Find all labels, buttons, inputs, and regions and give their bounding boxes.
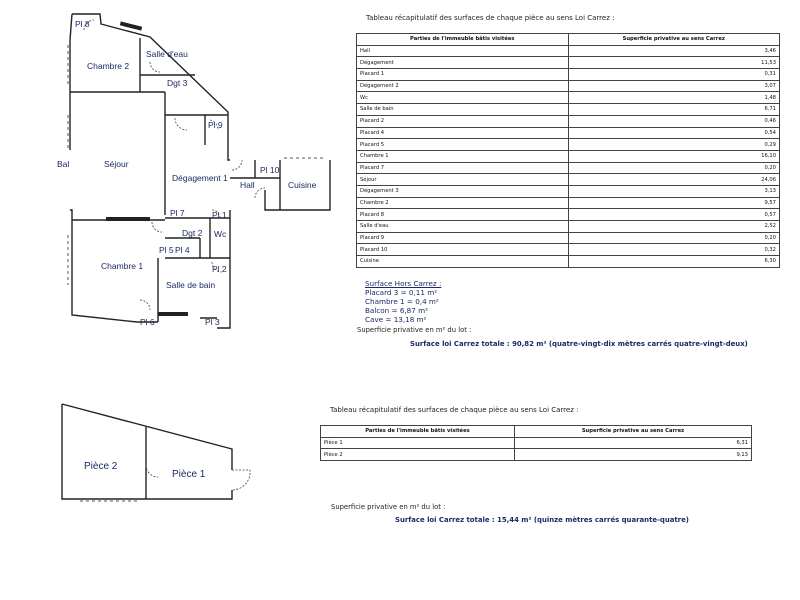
table-row (357, 69, 780, 81)
table-cell-part: Salle de bain (357, 104, 569, 116)
room-label-salle-eau: Salle d'eau (146, 49, 188, 59)
table-cell-surface: 24,06 (568, 174, 780, 186)
room-label-wc: Wc (214, 229, 227, 239)
table-cell-surface: 0,46 (568, 115, 780, 127)
room-label-piece2: Pièce 2 (84, 461, 118, 472)
table2-body (321, 437, 752, 460)
room-label-pl7: Pl 7 (170, 208, 185, 218)
table-cell-part: Cuisine (357, 256, 569, 268)
room-label-chambre2: Chambre 2 (87, 61, 130, 71)
table-cell-part: Placard 8 (357, 209, 569, 221)
table-row (357, 80, 780, 92)
room-label-pl5: Pl 5 (159, 245, 174, 255)
table-cell-part: Placard 2 (357, 115, 569, 127)
table-cell-surface: 0,57 (568, 209, 780, 221)
carrez-table-lot2 (320, 425, 752, 461)
table1-header-surface: Superficie privative au sens Carrez (568, 34, 780, 46)
table-row (357, 127, 780, 139)
table-cell-part: Hall (357, 45, 569, 57)
lot1-superficie-label: Superficie privative en m² du lot : (357, 326, 472, 334)
room-label-pl8: Pl 8 (75, 19, 90, 29)
room-label-pl3: Pl 3 (205, 317, 220, 327)
room-label-pl6: Pl 6 (140, 317, 155, 327)
table2-caption: Tableau récapitulatif des surfaces de chaque pièce au sens Loi Carrez : (330, 406, 579, 414)
table-cell-surface: 11,53 (568, 57, 780, 69)
lot2-total: Surface loi Carrez totale : 15,44 m² (quinze mètres carrés quarante-quatre) (395, 516, 689, 524)
room-label-cuisine: Cuisine (288, 180, 317, 190)
room-label-pl10: Pl 10 (260, 165, 280, 175)
table-cell-surface: 1,48 (568, 92, 780, 104)
table-row (357, 209, 780, 221)
table-cell-part: Wc (357, 92, 569, 104)
table-cell-surface: 0,32 (568, 244, 780, 256)
table-cell-surface: 6,71 (568, 104, 780, 116)
room-label-pl2: Pl 2 (212, 264, 227, 274)
table-row (357, 150, 780, 162)
table-row (357, 92, 780, 104)
table-cell-part: Salle d'eau (357, 221, 569, 233)
table-row (357, 197, 780, 209)
room-label-chambre1: Chambre 1 (101, 261, 144, 271)
table-row (357, 244, 780, 256)
table-row (321, 449, 752, 461)
table-cell-surface: 0,31 (568, 69, 780, 81)
hors-carrez-line: Balcon = 6,87 m² (365, 306, 428, 315)
table-cell-surface: 6,30 (568, 256, 780, 268)
table-row (357, 162, 780, 174)
lot1-total: Surface loi Carrez totale : 90,82 m² (quatre-vingt-dix mètres carrés quatre-vingt-deux) (410, 340, 748, 348)
room-label-piece1: Pièce 1 (172, 469, 206, 480)
table-row (357, 232, 780, 244)
room-label-pl4: Pl 4 (175, 245, 190, 255)
room-label-sejour: Séjour (104, 159, 129, 169)
table-row (357, 174, 780, 186)
table-cell-surface: 9,57 (568, 197, 780, 209)
hors-carrez-line: Cave = 13,18 m² (365, 315, 427, 324)
room-label-salle-bain: Salle de bain (166, 280, 216, 290)
table1-header-parts: Parties de l'immeuble bâtis visitées (357, 34, 569, 46)
hors-carrez-title: Surface Hors Carrez : (365, 279, 442, 288)
table-cell-surface: 3,07 (568, 80, 780, 92)
table-cell-part: Pièce 1 (321, 437, 515, 449)
table-cell-surface: 3,46 (568, 45, 780, 57)
table-cell-surface: 0,20 (568, 232, 780, 244)
carrez-table-lot1 (356, 33, 780, 268)
table2-header-surface: Superficie privative au sens Carrez (514, 426, 751, 438)
table-cell-part: Placard 5 (357, 139, 569, 151)
hors-carrez-line: Chambre 1 = 0,4 m² (365, 297, 439, 306)
room-label-dgt2: Dgt 2 (182, 228, 203, 238)
table-cell-surface: 0,20 (568, 162, 780, 174)
table-row (357, 185, 780, 197)
table-cell-surface: 0,29 (568, 139, 780, 151)
table-cell-part: Placard 9 (357, 232, 569, 244)
hors-carrez-line: Placard 3 = 0,11 m² (365, 288, 438, 297)
room-label-degagement1: Dégagement 1 (172, 173, 228, 183)
table-cell-part: Placard 4 (357, 127, 569, 139)
lot2-superficie-label: Superficie privative en m² du lot : (331, 503, 446, 511)
table-cell-surface: 9,13 (514, 449, 751, 461)
table-cell-surface: 6,31 (514, 437, 751, 449)
table-row (321, 437, 752, 449)
table-cell-part: Pièce 2 (321, 449, 515, 461)
room-label-bal: Bal (57, 159, 70, 169)
table-row (357, 104, 780, 116)
room-label-hall: Hall (240, 180, 255, 190)
table-cell-part: Chambre 1 (357, 150, 569, 162)
table-cell-surface: 0,54 (568, 127, 780, 139)
table-cell-surface: 2,52 (568, 221, 780, 233)
cave-walls (62, 404, 232, 499)
table-row (357, 57, 780, 69)
table-cell-part: Dégagement 2 (357, 80, 569, 92)
table-cell-surface: 3,13 (568, 185, 780, 197)
table-cell-part: Placard 7 (357, 162, 569, 174)
table2-header-parts: Parties de l'immeuble bâtis visitées (321, 426, 515, 438)
table-row (357, 139, 780, 151)
table-cell-part: Placard 10 (357, 244, 569, 256)
table-cell-surface: 16,10 (568, 150, 780, 162)
table1-body (357, 45, 780, 267)
room-label-pl1: Pl 1 (212, 210, 227, 220)
table-row (357, 256, 780, 268)
table1-caption: Tableau récapitulatif des surfaces de chaque pièce au sens Loi Carrez : (366, 14, 615, 22)
room-label-dgt3: Dgt 3 (167, 78, 188, 88)
table-row (357, 115, 780, 127)
table-cell-part: Dégagement 3 (357, 185, 569, 197)
table-cell-part: Placard 1 (357, 69, 569, 81)
table-cell-part: Séjour (357, 174, 569, 186)
hors-carrez-block (365, 279, 441, 324)
table-cell-part: Dégagement (357, 57, 569, 69)
table-row (357, 45, 780, 57)
table-cell-part: Chambre 2 (357, 197, 569, 209)
room-label-pl9: Pl 9 (208, 120, 223, 130)
table-row (357, 221, 780, 233)
floor-plan-cave (0, 0, 270, 520)
